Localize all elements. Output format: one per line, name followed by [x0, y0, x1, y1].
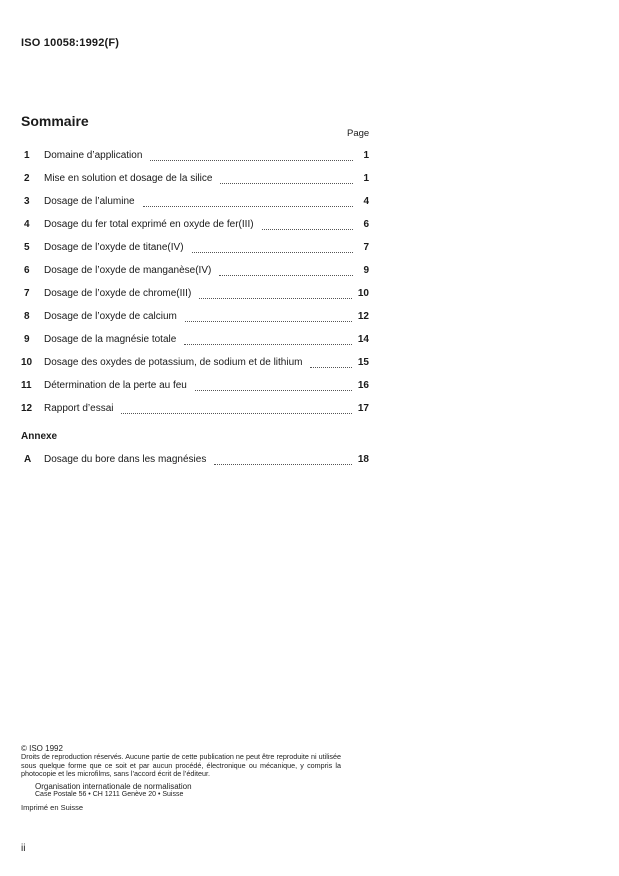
page-number: ii	[21, 843, 26, 854]
toc-entry[interactable]	[21, 403, 369, 417]
toc-title: Rapport d’essai	[44, 403, 114, 414]
toc-number: 9	[24, 334, 30, 345]
toc-title: Dosage de l’alumine	[44, 196, 135, 207]
toc-title: Dosage de l’oxyde de calcium	[44, 311, 177, 322]
page-title: Sommaire	[21, 113, 89, 129]
printed-in: Imprimé en Suisse	[21, 802, 84, 812]
toc-page: 1	[363, 173, 369, 184]
dot-leader	[150, 159, 353, 161]
toc-entry[interactable]	[21, 265, 369, 279]
toc-title: Dosage de la magnésie totale	[44, 334, 177, 345]
publisher-address: Case Postale 56 • CH 1211 Genève 20 • Suisse	[35, 790, 184, 798]
toc-entry[interactable]	[21, 173, 369, 187]
dot-leader	[214, 463, 352, 465]
toc-title: Dosage de l’oxyde de manganèse(IV)	[44, 265, 212, 276]
rights-notice: Droits de reproduction réservés. Aucune partie de cette publication ne peut être reproduite ni utilisée sous quelque forme que ce soit et par aucun procédé, électronique ou mécanique, y compris la photocopie et les microfilms, sans l’accord écrit de l’éditeur.	[21, 752, 341, 779]
toc-page: 7	[363, 242, 369, 253]
toc-number: 10	[21, 357, 33, 368]
toc-page: 10	[357, 288, 369, 299]
toc-number: 8	[24, 311, 30, 322]
toc-number: 7	[24, 288, 30, 299]
toc-title: Dosage du fer total exprimé en oxyde de fer(III)	[44, 219, 254, 230]
copyright-footer	[21, 744, 341, 812]
toc-title: Domaine d’application	[44, 150, 143, 161]
toc-entry[interactable]	[21, 219, 369, 233]
page-column-label: Page	[347, 128, 370, 139]
toc-page: 4	[363, 196, 369, 207]
toc-entry[interactable]	[21, 242, 369, 256]
dot-leader	[185, 320, 352, 322]
dot-leader	[143, 205, 353, 207]
toc-entry[interactable]	[21, 196, 369, 210]
toc-page: 15	[357, 357, 369, 368]
dot-leader	[262, 228, 353, 230]
annexe-page: 18	[357, 454, 369, 465]
dot-leader	[310, 366, 351, 368]
dot-leader	[199, 297, 352, 299]
toc-page: 1	[363, 150, 369, 161]
dot-leader	[219, 274, 353, 276]
toc-number: 5	[24, 242, 30, 253]
toc-entry[interactable]	[21, 311, 369, 325]
toc-title: Mise en solution et dosage de la silice	[44, 173, 213, 184]
toc-number: 2	[24, 173, 30, 184]
dot-leader	[220, 182, 353, 184]
toc-number: 11	[21, 380, 32, 391]
toc-page: 9	[363, 265, 369, 276]
toc-entry[interactable]	[21, 150, 369, 164]
toc-title: Dosage de l’oxyde de titane(IV)	[44, 242, 184, 253]
annexe-heading: Annexe	[21, 431, 58, 442]
toc-number: 12	[21, 403, 33, 414]
toc-page: 14	[357, 334, 369, 345]
dot-leader	[121, 412, 351, 414]
toc-page: 17	[357, 403, 369, 414]
toc-number: 3	[24, 196, 30, 207]
toc-page: 16	[357, 380, 369, 391]
toc-entry[interactable]	[21, 334, 369, 348]
toc-title: Détermination de la perte au feu	[44, 380, 187, 391]
toc-number: 1	[24, 150, 30, 161]
toc-title: Dosage de l’oxyde de chrome(III)	[44, 288, 192, 299]
toc-page: 6	[363, 219, 369, 230]
toc-page: 12	[357, 311, 369, 322]
toc-entry[interactable]	[21, 288, 369, 302]
annexe-title: Dosage du bore dans les magnésies	[44, 454, 207, 465]
copyright-line: © ISO 1992	[21, 744, 63, 753]
publisher-name: Organisation internationale de normalisation	[35, 781, 192, 791]
dot-leader	[192, 251, 353, 253]
dot-leader	[184, 343, 352, 345]
annexe-entry[interactable]	[21, 454, 369, 468]
toc-number: 4	[24, 219, 30, 230]
document-header: ISO 10058:1992(F)	[21, 37, 120, 49]
toc-entry[interactable]	[21, 380, 369, 394]
toc-entry[interactable]	[21, 357, 369, 371]
dot-leader	[195, 389, 352, 391]
annexe-letter: A	[24, 454, 32, 465]
toc-title: Dosage des oxydes de potassium, de sodium et de lithium	[44, 357, 303, 368]
toc-number: 6	[24, 265, 30, 276]
